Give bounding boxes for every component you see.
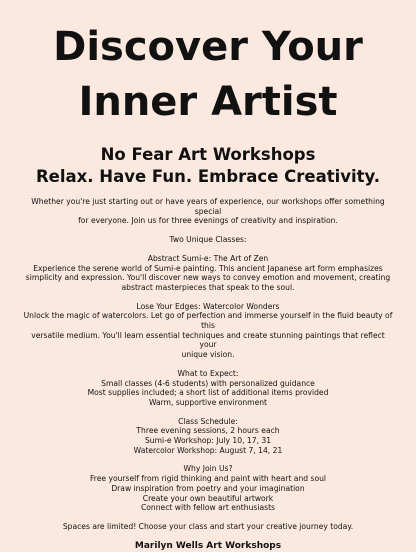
why-heading: Why Join Us? [183, 464, 233, 474]
sumie-heading: Abstract Sumi-e: The Art of Zen [147, 253, 269, 263]
subtitle-line-1: No Fear Art Workshops [100, 145, 316, 164]
sumie-line-3: abstract masterpieces that speak to the soul. [121, 282, 295, 292]
call-to-action: Spaces are limited! Choose your class and start your creative journey today. [62, 521, 354, 531]
why-section [22, 464, 394, 513]
sumie-line-1: Experience the serene world of Sumi-e painting. This ancient Japanese art form emphasizes [33, 263, 383, 273]
watercolor-line-3: unique vision. [181, 350, 235, 360]
classes-heading-block [22, 235, 394, 245]
watercolor-section [22, 302, 394, 360]
watercolor-heading: Lose Your Edges: Watercolor Wonders [136, 301, 280, 311]
expect-item: Warm, supportive environment [148, 397, 268, 407]
page-title [0, 0, 416, 130]
cta-block [22, 522, 394, 532]
title-line-1: Discover Your [53, 24, 363, 70]
intro-paragraph [22, 197, 394, 226]
expect-heading: What to Expect: [177, 368, 239, 378]
sumie-section [22, 254, 394, 293]
classes-heading: Two Unique Classes: [169, 235, 247, 245]
why-item: Draw inspiration from poetry and your imagination [111, 483, 305, 493]
schedule-section [22, 417, 394, 456]
schedule-heading: Class Schedule: [178, 416, 238, 426]
expect-item: Most supplies included; a short list of additional items provided [87, 388, 329, 398]
why-item: Create your own beautiful artwork [142, 493, 274, 503]
watercolor-line-2: versatile medium. You'll learn essential techniques and create stunning paintings that reflect your [31, 330, 385, 350]
schedule-item: Three evening sessions, 2 hours each [136, 426, 280, 436]
body-text [22, 197, 394, 532]
intro-line-2: for everyone. Join us for three evenings of creativity and inspiration. [78, 216, 338, 226]
schedule-item: Sumi-e Workshop: July 10, 17, 31 [144, 436, 272, 446]
subtitle [0, 144, 416, 188]
why-item: Connect with fellow art enthusiasts [140, 503, 276, 513]
sumie-line-2: simplicity and expression. You'll discover new ways to convey emotion and movement, creating [25, 273, 391, 283]
why-item: Free yourself from rigid thinking and paint with heart and soul [89, 474, 327, 484]
watercolor-line-1: Unlock the magic of watercolors. Let go of perfection and immerse yourself in the fluid beauty of this [23, 311, 393, 331]
subtitle-line-2: Relax. Have Fun. Embrace Creativity. [35, 167, 381, 186]
schedule-item: Watercolor Workshop: August 7, 14, 21 [133, 445, 283, 455]
title-line-2: Inner Artist [78, 79, 338, 125]
expect-section [22, 369, 394, 408]
intro-line-1: Whether you're just starting out or have years of experience, our workshops offer something special [31, 197, 385, 216]
footer-organizer: Marilyn Wells Art Workshops [134, 540, 282, 551]
expect-item: Small classes (4-6 students) with personalized guidance [101, 378, 315, 388]
